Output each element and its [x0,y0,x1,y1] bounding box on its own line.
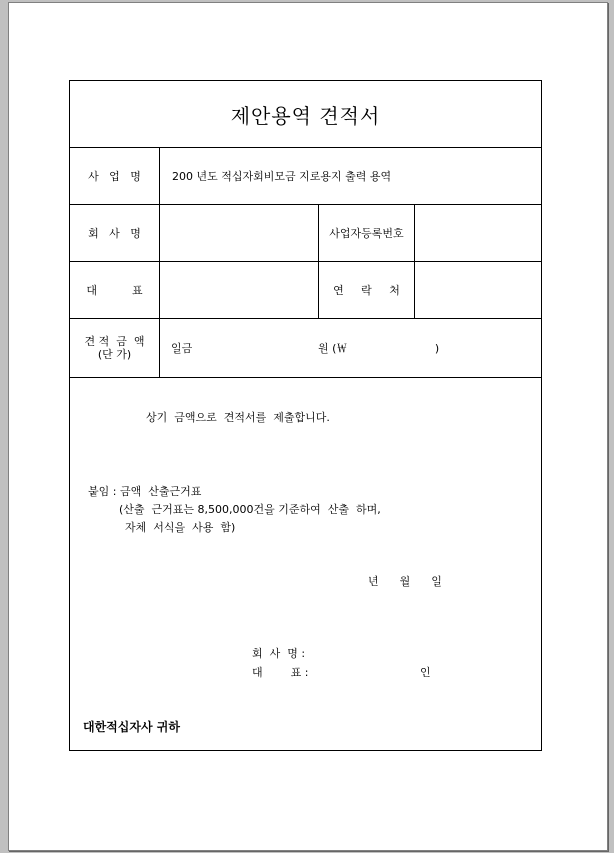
company-row [70,205,541,262]
attachment-line3: 자체 서식을 사용 함) [125,521,236,534]
addressee: 대한적십자사 귀하 [83,720,180,734]
amount-label-line2: (단 가) [97,348,132,361]
rep-row [70,262,541,319]
project-row [70,148,541,205]
title-row [70,81,541,148]
estimate-form [69,80,542,751]
amount-label-line1: 견 적 금 액 [84,335,145,348]
rep-value [160,262,318,318]
amount-row [70,319,541,378]
sign-company-label: 회 사 명 : [252,647,306,660]
amount-label [70,319,159,377]
attachment-line1: 붙임 : 금액 산출근거표 [88,485,202,498]
attachment-line2: (산출 근거표는 8,500,000건을 기준하여 산출 하며, [119,503,381,516]
company-label: 회 사 명 [88,227,141,240]
project-name: 200 년도 적십자회비모금 지로용지 출력 용역 [172,170,392,183]
biz-reg-label: 사업자등록번호 [329,227,404,240]
contact-value [415,262,541,318]
amount-unit: 원 (￦ ) [318,342,440,355]
rep-label: 대 표 [86,284,143,297]
amount-prefix: 일금 [171,342,193,355]
date-line: 년 월 일 [368,575,442,588]
biz-reg-value [415,205,541,261]
document-title: 제안용역 견적서 [230,103,381,128]
contact-label: 연 락 처 [333,284,400,297]
sign-rep-label: 대 표 : [252,666,309,679]
project-label: 사 업 명 [88,170,141,183]
company-value [160,205,318,261]
submission-statement: 상기 금액으로 견적서를 제출합니다. [146,411,330,424]
seal-mark: 인 [420,666,431,679]
document-page [8,2,608,851]
